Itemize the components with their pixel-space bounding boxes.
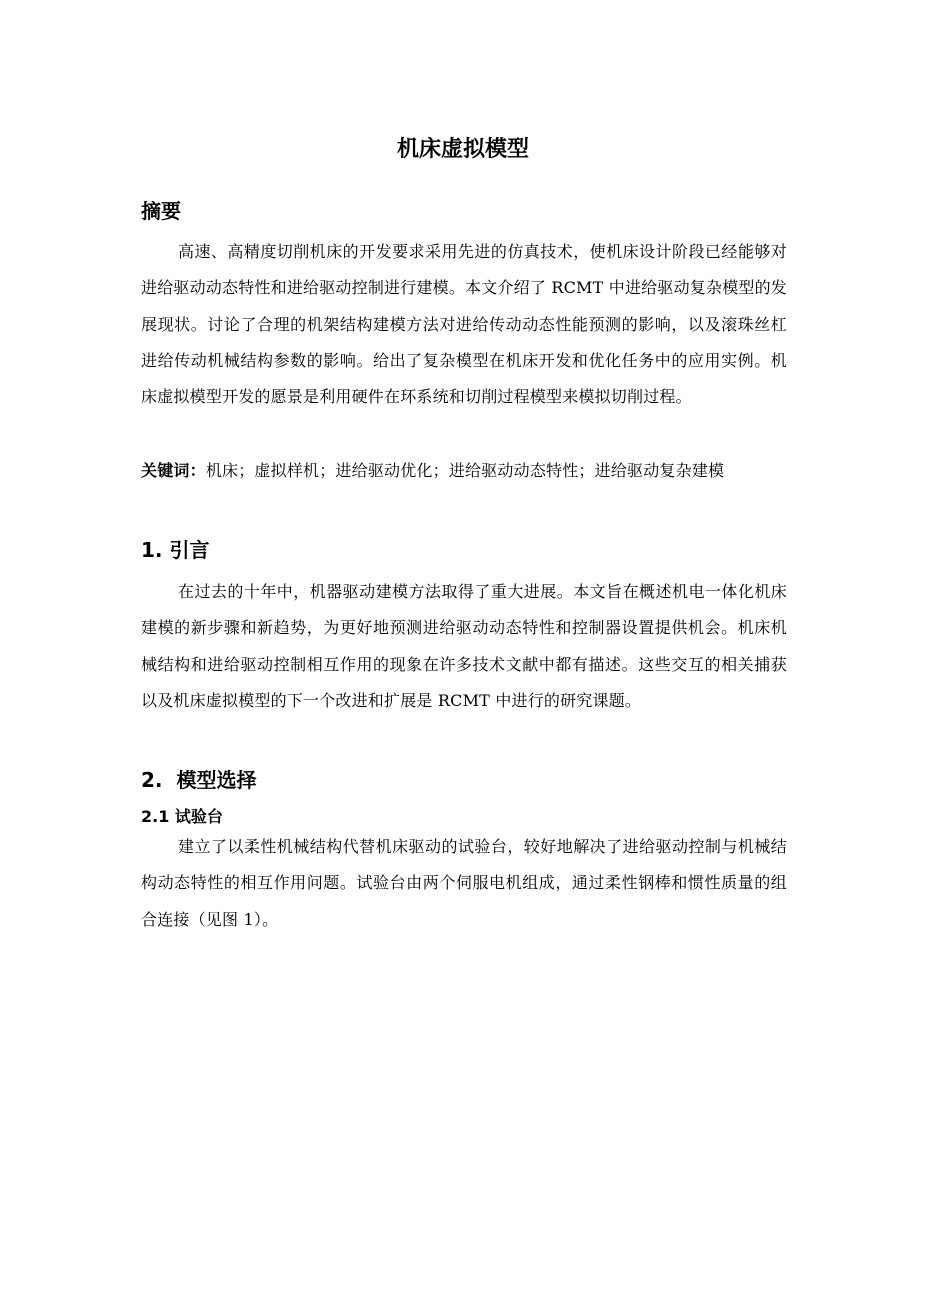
section-2-title: 模型选择 — [176, 768, 257, 792]
keywords-label: 关键词： — [141, 461, 206, 480]
document-title: 机床虚拟模型 — [396, 137, 529, 162]
section-1-heading — [141, 536, 209, 564]
keywords-line — [141, 453, 787, 489]
subsection-2-1-number: 2.1 — [141, 807, 170, 826]
section-2-heading — [141, 766, 256, 794]
keywords-text: 机床；虚拟样机；进给驱动优化；进给驱动动态特性；进给驱动复杂建模 — [205, 461, 725, 480]
abstract-body: 高速、高精度切削机床的开发要求采用先进的仿真技术，使机床设计阶段已经能够对进给驱动动态特性和进给驱动控制进行建模。本文介绍了 RCMT 中进给驱动复杂模型的发展现状。讨论了合理的机架结构建模方法对进给传动动态性能预测的影响，以及滚珠丝杠进给传动机械结构参数的影响。给出了复杂模型在机床开发和优化任务中的应用实例。机床虚拟模型开发的愿景是利用硬件在环系统和切削过程模型来模拟切削过程。 — [141, 242, 787, 407]
subsection-2-1-body: 建立了以柔性机械结构代替机床驱动的试验台，较好地解决了进给驱动控制与机械结构动态特性的相互作用问题。试验台由两个伺服电机组成，通过柔性钢棒和惯性质量的组合连接（见图 1）。 — [141, 837, 787, 929]
subsection-2-1-title: 试验台 — [174, 807, 223, 826]
abstract-heading: 摘要 — [141, 199, 181, 223]
section-1-number: 1. — [141, 538, 163, 562]
subsection-2-1-heading — [141, 805, 223, 829]
section-1-title: 引言 — [169, 538, 210, 562]
section-1-body: 在过去的十年中，机器驱动建模方法取得了重大进展。本文旨在概述机电一体化机床建模的新步骤和新趋势，为更好地预测进给驱动动态特性和控制器设置提供机会。机床机械结构和进给驱动控制相互作用的现象在许多技术文献中都有描述。这些交互的相关捕获以及机床虚拟模型的下一个改进和扩展是 RCMT 中进行的研究课题。 — [141, 582, 787, 710]
section-2-number: 2. — [141, 768, 163, 792]
